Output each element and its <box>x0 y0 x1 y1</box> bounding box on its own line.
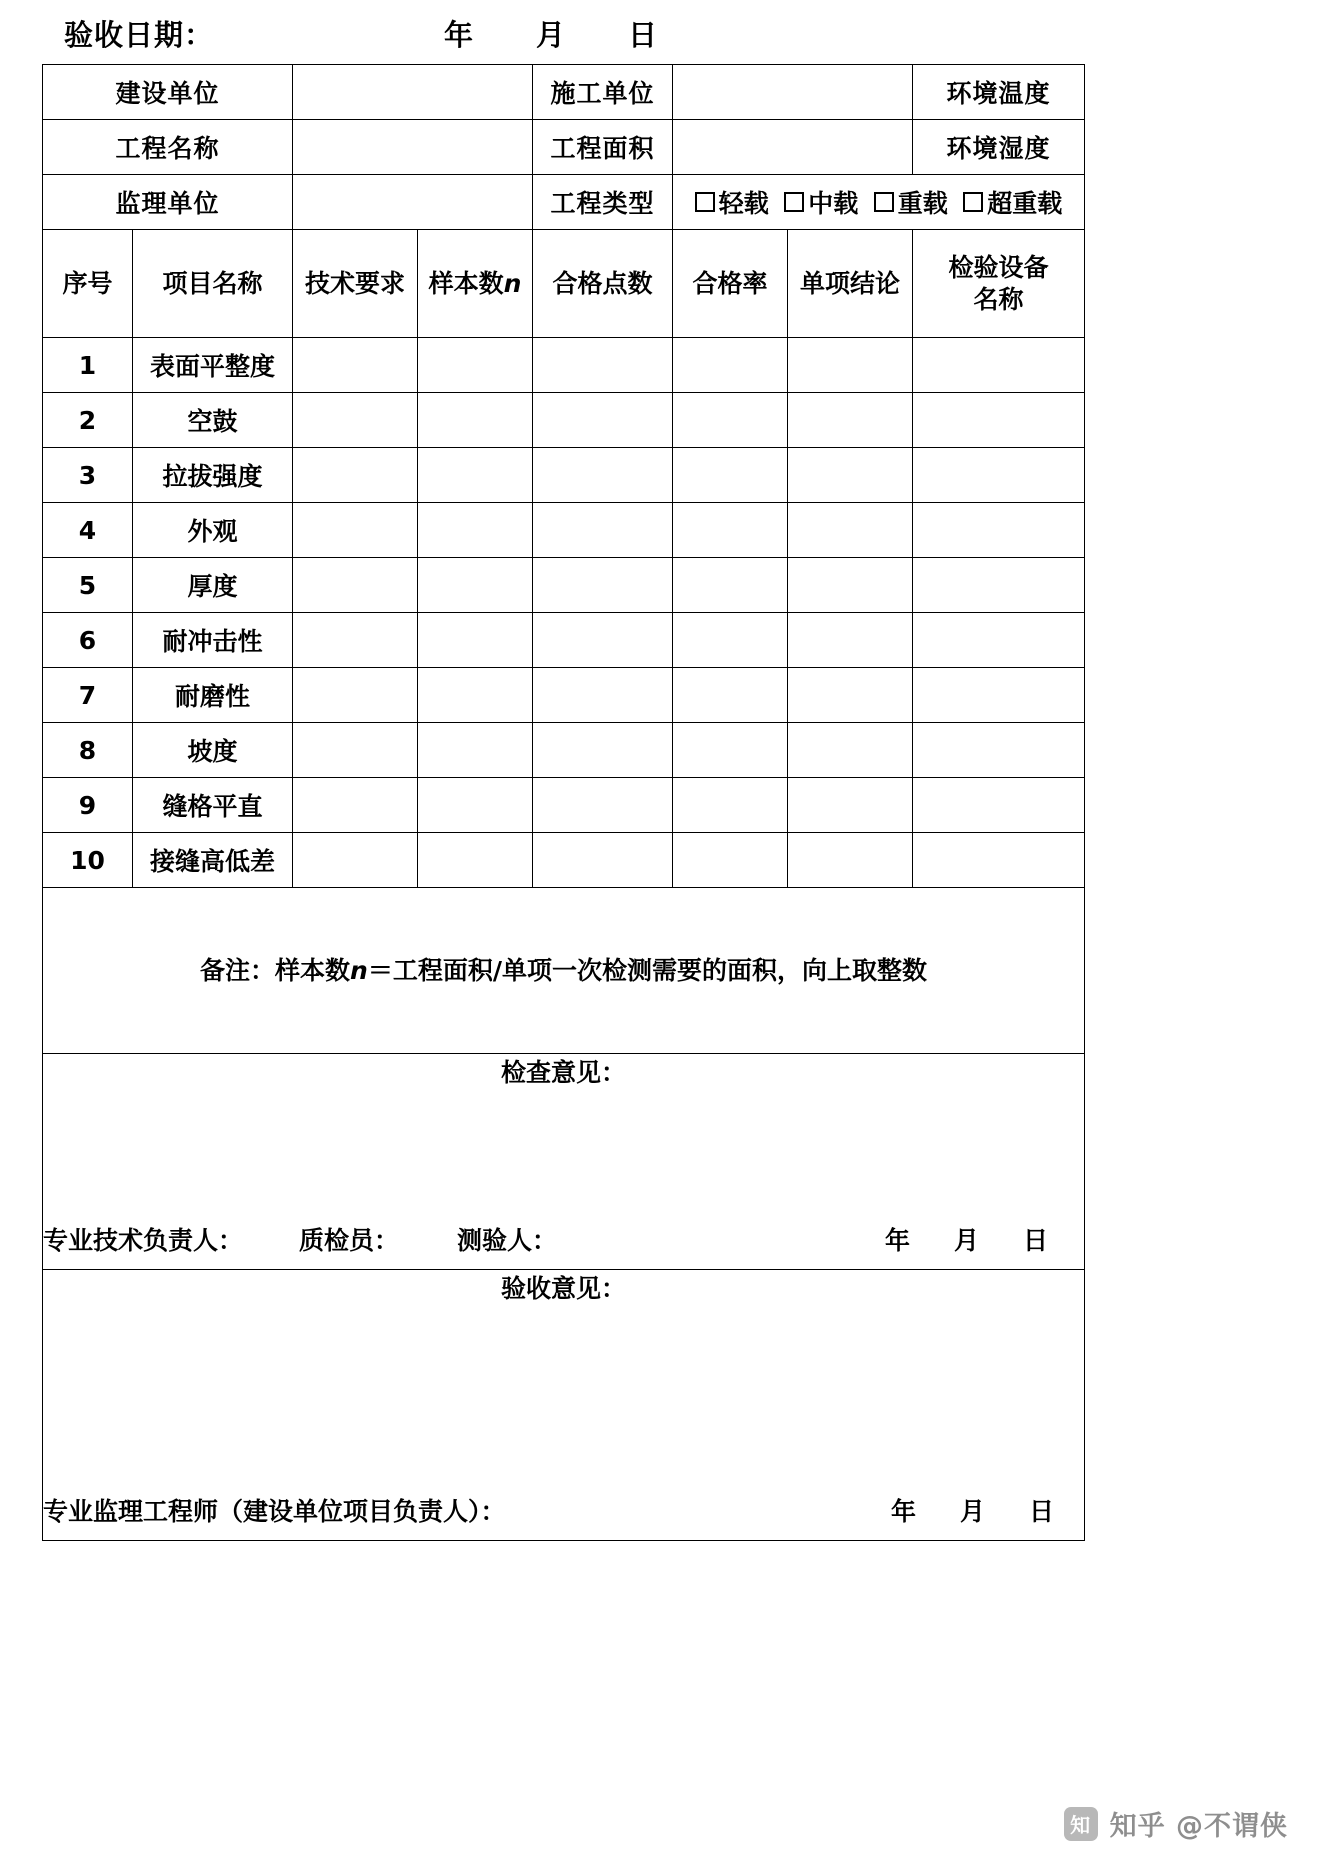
row-item-name: 耐冲击性 <box>133 613 293 668</box>
acceptance-signature-line <box>43 1493 1084 1531</box>
row-sample-count[interactable] <box>418 833 533 888</box>
row-sample-count[interactable] <box>418 558 533 613</box>
table-row <box>43 778 1085 833</box>
acceptance-opinion-cell[interactable] <box>43 1270 1085 1541</box>
row-item-name: 厚度 <box>133 558 293 613</box>
row-single-conclusion[interactable] <box>788 393 913 448</box>
row-tech-requirement[interactable] <box>293 448 418 503</box>
row-pass-rate[interactable] <box>673 338 788 393</box>
table-row <box>43 503 1085 558</box>
checkbox-super-heavy-load-label: 超重载 <box>987 189 1063 218</box>
checkbox-light-load-label: 轻载 <box>718 189 769 218</box>
watermark <box>1064 1804 1288 1843</box>
checkbox-square-icon <box>695 192 715 212</box>
acceptance-date-day: 日 <box>1029 1496 1055 1526</box>
checkbox-square-icon <box>874 192 894 212</box>
row-item-name: 空鼓 <box>133 393 293 448</box>
row-qualified-points[interactable] <box>533 723 673 778</box>
checkbox-heavy-load-label: 重载 <box>897 189 948 218</box>
table-header-row <box>43 230 1085 338</box>
row-sample-count[interactable] <box>418 393 533 448</box>
row-sample-count[interactable] <box>418 668 533 723</box>
row-tech-requirement[interactable] <box>293 723 418 778</box>
row-single-conclusion[interactable] <box>788 448 913 503</box>
checkbox-square-icon <box>963 192 983 212</box>
label-project-type: 工程类型 <box>533 175 673 230</box>
column-header-item-name: 项目名称 <box>133 230 293 338</box>
row-single-conclusion[interactable] <box>788 503 913 558</box>
row-pass-rate[interactable] <box>673 723 788 778</box>
row-index: 1 <box>43 338 133 393</box>
row-inspection-device[interactable] <box>913 833 1085 888</box>
row-index: 10 <box>43 833 133 888</box>
row-item-name: 耐磨性 <box>133 668 293 723</box>
remark-cell[interactable] <box>43 888 1085 1054</box>
checkbox-super-heavy-load[interactable] <box>963 184 1062 220</box>
label-ambient-humidity: 环境湿度 <box>913 120 1085 175</box>
row-inspection-device[interactable] <box>913 393 1085 448</box>
inspection-opinion-label: 检查意见： <box>501 1058 627 1087</box>
row-qualified-points[interactable] <box>533 778 673 833</box>
inspection-date-day: 日 <box>1023 1225 1049 1255</box>
date-unit-group <box>444 13 658 54</box>
acceptance-form-table <box>42 64 1085 1541</box>
row-pass-rate[interactable] <box>673 503 788 558</box>
row-qualified-points[interactable] <box>533 833 673 888</box>
row-single-conclusion[interactable] <box>788 338 913 393</box>
checkbox-heavy-load[interactable] <box>874 184 948 220</box>
table-row <box>43 393 1085 448</box>
label-technical-manager[interactable]: 专业技术负责人： <box>43 1225 244 1255</box>
row-inspection-device[interactable] <box>913 668 1085 723</box>
label-project-name: 工程名称 <box>43 120 293 175</box>
acceptance-opinion-label: 验收意见： <box>501 1274 627 1303</box>
row-sample-count[interactable] <box>418 503 533 558</box>
row-tech-requirement[interactable] <box>293 503 418 558</box>
checkbox-medium-load-label: 中载 <box>808 189 859 218</box>
row-pass-rate[interactable] <box>673 778 788 833</box>
remark-row <box>43 888 1085 1054</box>
row-index: 8 <box>43 723 133 778</box>
row-inspection-device[interactable] <box>913 338 1085 393</box>
table-row <box>43 448 1085 503</box>
field-contractor-unit[interactable] <box>673 65 913 120</box>
row-qualified-points[interactable] <box>533 393 673 448</box>
row-index: 4 <box>43 503 133 558</box>
row-pass-rate[interactable] <box>673 613 788 668</box>
acceptance-date-group <box>891 1493 1054 1531</box>
row-item-name: 缝格平直 <box>133 778 293 833</box>
inspection-opinion-row <box>43 1054 1085 1270</box>
inspection-signature-line <box>43 1222 1084 1260</box>
row-tech-requirement[interactable] <box>293 393 418 448</box>
table-row <box>43 833 1085 888</box>
row-item-name: 拉拔强度 <box>133 448 293 503</box>
row-item-name: 接缝高低差 <box>133 833 293 888</box>
row-sample-count[interactable] <box>418 613 533 668</box>
acceptance-opinion-row <box>43 1270 1085 1541</box>
info-row-3 <box>43 175 1085 230</box>
row-tech-requirement[interactable] <box>293 558 418 613</box>
row-pass-rate[interactable] <box>673 393 788 448</box>
date-month-label: 月 <box>536 17 567 52</box>
label-quality-inspector[interactable]: 质检员： <box>299 1225 400 1255</box>
label-project-area: 工程面积 <box>533 120 673 175</box>
inspection-opinion-cell[interactable] <box>43 1054 1085 1270</box>
acceptance-date-line <box>44 10 1054 56</box>
checkbox-light-load[interactable] <box>695 184 769 220</box>
row-qualified-points[interactable] <box>533 338 673 393</box>
row-inspection-device[interactable] <box>913 778 1085 833</box>
label-construction-unit: 建设单位 <box>43 65 293 120</box>
acceptance-date-label: 验收日期： <box>64 17 215 52</box>
acceptance-date-month: 月 <box>959 1496 985 1526</box>
row-pass-rate[interactable] <box>673 833 788 888</box>
row-pass-rate[interactable] <box>673 558 788 613</box>
field-supervision-unit[interactable] <box>293 175 533 230</box>
row-index: 2 <box>43 393 133 448</box>
zhihu-logo-icon: 知 <box>1064 1807 1098 1841</box>
row-qualified-points[interactable] <box>533 503 673 558</box>
row-item-name: 坡度 <box>133 723 293 778</box>
row-inspection-device[interactable] <box>913 558 1085 613</box>
column-header-qualified-points: 合格点数 <box>533 230 673 338</box>
row-tech-requirement[interactable] <box>293 613 418 668</box>
row-pass-rate[interactable] <box>673 448 788 503</box>
label-supervision-engineer[interactable]: 专业监理工程师（建设单位项目负责人）： <box>43 1496 506 1526</box>
project-type-checkbox-group <box>673 175 1085 230</box>
date-year-label: 年 <box>444 17 475 52</box>
remark-symbol-n: n <box>350 955 368 985</box>
info-row-2 <box>43 120 1085 175</box>
table-row <box>43 723 1085 778</box>
acceptance-date-year: 年 <box>890 1496 916 1526</box>
row-index: 7 <box>43 668 133 723</box>
label-ambient-temperature: 环境温度 <box>913 65 1085 120</box>
row-qualified-points[interactable] <box>533 558 673 613</box>
inspection-date-year: 年 <box>884 1225 910 1255</box>
row-tech-requirement[interactable] <box>293 668 418 723</box>
remark-suffix: ＝工程面积/单项一次检测需要的面积，向上取整数 <box>367 955 927 985</box>
row-tech-requirement[interactable] <box>293 778 418 833</box>
column-header-tech-requirement: 技术要求 <box>293 230 418 338</box>
label-contractor-unit: 施工单位 <box>533 65 673 120</box>
date-day-label: 日 <box>628 17 659 52</box>
column-header-inspection-device <box>913 230 1085 338</box>
table-row <box>43 613 1085 668</box>
column-header-single-conclusion: 单项结论 <box>788 230 913 338</box>
row-tech-requirement[interactable] <box>293 338 418 393</box>
column-header-sample-count-label: 样本数 <box>428 268 504 298</box>
inspection-date-group <box>885 1222 1048 1260</box>
info-row-1 <box>43 65 1085 120</box>
row-qualified-points[interactable] <box>533 448 673 503</box>
watermark-text: 知乎 @不谓侠 <box>1109 1811 1288 1842</box>
field-construction-unit[interactable] <box>293 65 533 120</box>
label-tester[interactable]: 测验人： <box>457 1225 558 1255</box>
row-single-conclusion[interactable] <box>788 778 913 833</box>
field-project-name[interactable] <box>293 120 533 175</box>
table-row <box>43 558 1085 613</box>
row-tech-requirement[interactable] <box>293 833 418 888</box>
row-single-conclusion[interactable] <box>788 668 913 723</box>
row-sample-count[interactable] <box>418 448 533 503</box>
label-supervision-unit: 监理单位 <box>43 175 293 230</box>
row-inspection-device[interactable] <box>913 503 1085 558</box>
row-inspection-device[interactable] <box>913 723 1085 778</box>
column-header-index: 序号 <box>43 230 133 338</box>
row-single-conclusion[interactable] <box>788 613 913 668</box>
row-sample-count[interactable] <box>418 778 533 833</box>
row-inspection-device[interactable] <box>913 613 1085 668</box>
checkbox-square-icon <box>784 192 804 212</box>
row-single-conclusion[interactable] <box>788 833 913 888</box>
column-header-inspection-device-line1: 检验设备 <box>948 253 1049 283</box>
row-item-name: 表面平整度 <box>133 338 293 393</box>
column-header-inspection-device-line2: 名称 <box>973 284 1024 314</box>
row-index: 9 <box>43 778 133 833</box>
row-item-name: 外观 <box>133 503 293 558</box>
row-index: 6 <box>43 613 133 668</box>
column-header-pass-rate: 合格率 <box>673 230 788 338</box>
row-single-conclusion[interactable] <box>788 558 913 613</box>
row-sample-count[interactable] <box>418 723 533 778</box>
row-qualified-points[interactable] <box>533 613 673 668</box>
row-pass-rate[interactable] <box>673 668 788 723</box>
checkbox-medium-load[interactable] <box>784 184 858 220</box>
row-inspection-device[interactable] <box>913 448 1085 503</box>
remark-prefix: 备注：样本数 <box>200 955 351 985</box>
row-qualified-points[interactable] <box>533 668 673 723</box>
row-index: 3 <box>43 448 133 503</box>
inspection-date-month: 月 <box>953 1225 979 1255</box>
column-header-sample-count-symbol: n <box>503 268 522 298</box>
column-header-sample-count <box>418 230 533 338</box>
table-row <box>43 668 1085 723</box>
row-sample-count[interactable] <box>418 338 533 393</box>
row-single-conclusion[interactable] <box>788 723 913 778</box>
row-index: 5 <box>43 558 133 613</box>
field-project-area[interactable] <box>673 120 913 175</box>
table-row <box>43 338 1085 393</box>
